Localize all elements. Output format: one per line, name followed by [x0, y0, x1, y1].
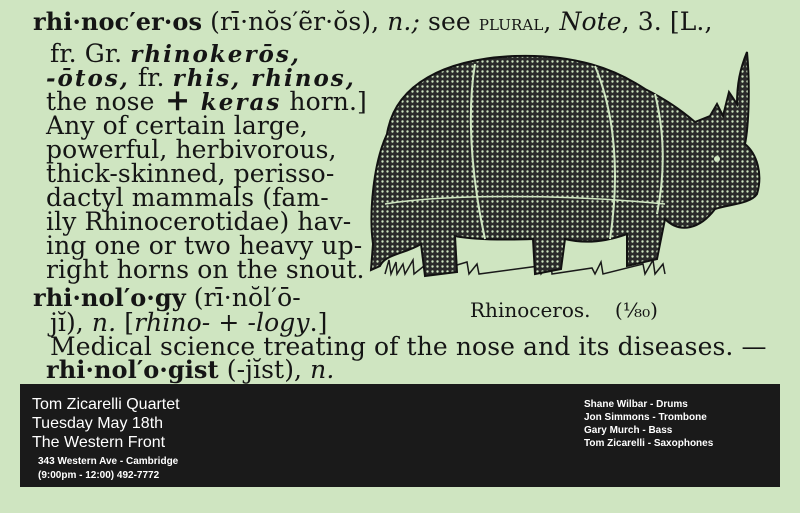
pronunciation-rhinologist: (-jĭst), — [218, 355, 311, 384]
part-of-speech: n.; — [387, 7, 421, 36]
rhinoceros-icon — [365, 44, 770, 289]
plus-sign: + — [154, 83, 201, 118]
hours-phone: (9:00pm - 12:00) 492-7772 — [38, 470, 160, 481]
rhinoceros-illustration — [365, 44, 770, 289]
part-of-speech: n. — [91, 308, 117, 337]
greek-word: rhinokerōs, — [130, 41, 301, 68]
member-saxophones: Tom Zicarelli - Saxophones — [584, 438, 714, 449]
member-drums: Shane Wilbar - Drums — [584, 399, 688, 410]
from-text: fr. — [129, 63, 173, 92]
see-text: see — [420, 7, 479, 36]
etymology-gloss: the nose — [46, 87, 155, 116]
definition-line: ing one or two heavy up- — [46, 231, 363, 260]
pronunciation-end: jĭ), — [50, 308, 92, 337]
member-bass: Gary Murch - Bass — [584, 425, 673, 436]
member-trombone: Jon Simmons - Trombone — [584, 412, 707, 423]
entry-rhinologist — [46, 356, 334, 384]
headword-rhinology: rhi·nol′o·gy — [33, 283, 186, 312]
band-name: Tom Zicarelli Quartet — [32, 396, 180, 413]
greek-keras: keras — [200, 89, 282, 116]
bracket-open: [ — [116, 308, 135, 337]
caption-scale: (¹⁄₈₀) — [614, 298, 658, 322]
definition-line: Any of certain large, — [46, 111, 308, 140]
venue-address: 343 Western Ave - Cambridge — [38, 456, 179, 467]
definition-line: dactyl mammals (fam- — [46, 183, 329, 212]
caption-name: Rhinoceros. — [470, 298, 591, 322]
definition-line: powerful, herbivorous, — [46, 135, 337, 164]
definition-rhinology: Medical science treating of the nose and its diseases. — — [50, 332, 767, 361]
bracket-close: .] — [309, 308, 328, 337]
event-banner — [20, 384, 780, 487]
etymology-rhinology: rhino- + -logy — [134, 308, 310, 337]
greek-root: rhis, rhinos, — [172, 65, 356, 92]
note-reference: Note — [559, 7, 622, 36]
greek-ending: -ōtos, — [46, 65, 130, 92]
etymology-close: horn.] — [281, 87, 367, 116]
etymology-source: fr. Gr. — [50, 39, 131, 68]
entry-line-1 — [33, 8, 713, 38]
venue-name: The Western Front — [32, 434, 166, 451]
comma: , — [543, 7, 560, 36]
headword-rhinologist: rhi·nol′o·gist — [46, 355, 219, 384]
definition-line: ily Rhinocerotidae) hav- — [46, 207, 352, 236]
illustration-caption — [470, 298, 658, 322]
entry-line-1-tail: , 3. [L., — [621, 7, 713, 36]
pronunciation-rhinology: (rī·nŏl′ō- — [185, 283, 301, 312]
event-date: Tuesday May 18th — [32, 415, 164, 432]
headword-rhinoceros: rhi·noc′er·os — [33, 7, 203, 36]
definition-line: right horns on the snout. — [46, 255, 365, 284]
cross-reference-plural: plural — [478, 11, 544, 36]
definition-line: thick-skinned, perisso- — [46, 159, 335, 188]
part-of-speech: n. — [310, 355, 335, 384]
pronunciation-rhinoceros: (rī·nŏs′ẽr·ŏs), — [202, 7, 388, 36]
